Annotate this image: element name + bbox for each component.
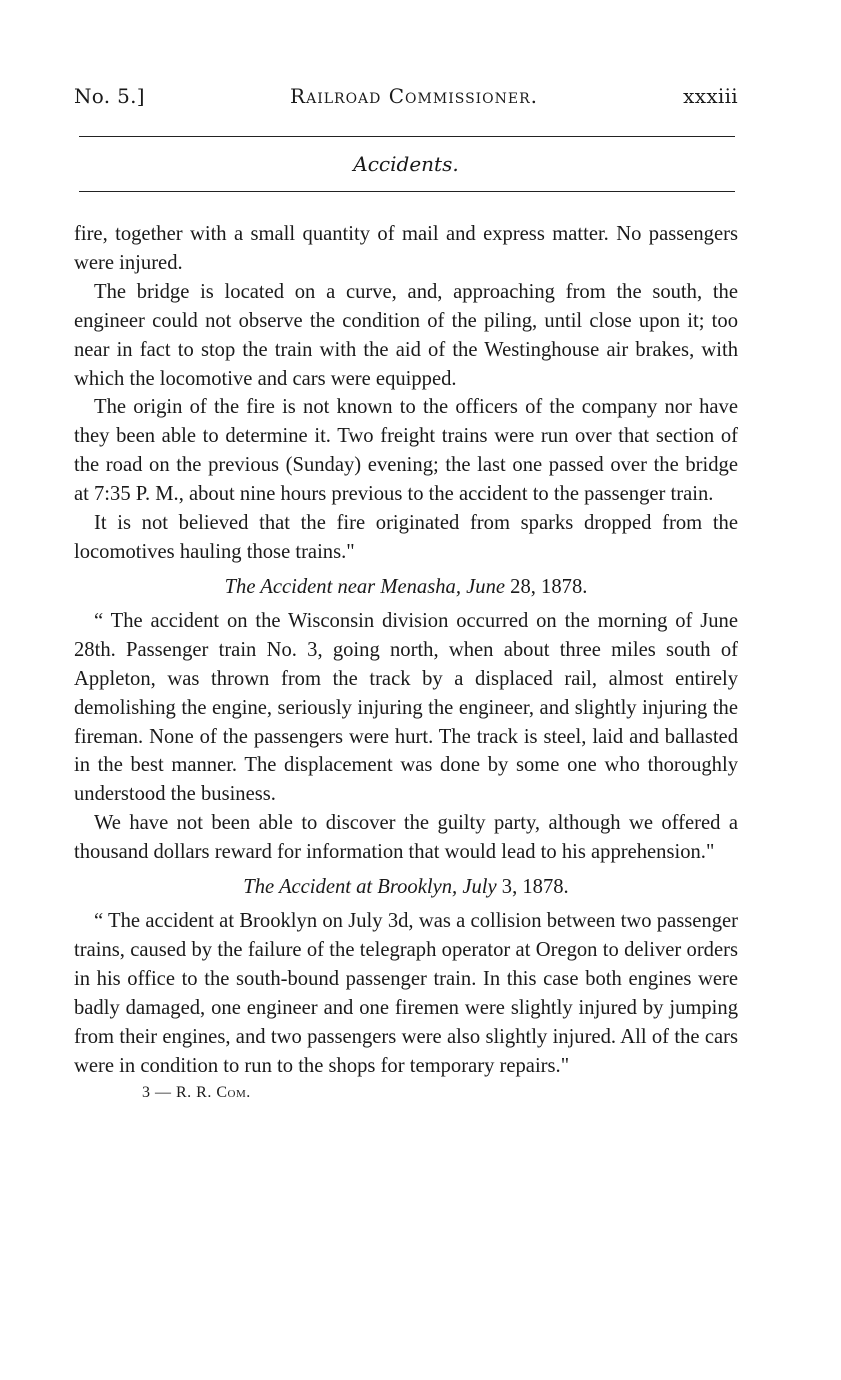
paragraph: The origin of the fire is not known to the officers of the company nor have they been able to determine it. Two freight trains were run over that section of the road on the previous (Sunday) evening; the last one passed over the bridge at 7:35 P. M., about nine hours previous to the accident to the passenger train. (74, 396, 738, 506)
heading-menasha-italic: The Accident near Menasha, June (224, 575, 506, 598)
header-title: Railroad Commissioner. (290, 84, 539, 108)
body-text (74, 220, 738, 1106)
top-rule (79, 136, 735, 137)
paragraph: fire, together with a small quantity of mail and express matter. No passengers were injured. (74, 223, 738, 274)
heading-brooklyn-italic: The Accident at Brooklyn, July (243, 876, 497, 899)
heading-brooklyn-date: 3, 1878. (496, 876, 569, 899)
paragraph: “ The accident on the Wisconsin division occurred on the morning of June 28th. Passenger train No. 3, going north, when about three miles south of Appleton, was thrown from the track by a displaced rail, almost entirely demolishing the engine, seriously injuring the engineer, and slightly injuring the fireman. None of the passengers were hurt. The track is steel, laid and ballasted in the best manner. The displacement was done by some one who thoroughly understood the business. (74, 609, 738, 806)
header-number: No. 5.] (74, 84, 145, 108)
heading-menasha (74, 573, 738, 601)
paragraph: The bridge is located on a curve, and, approaching from the south, the engineer could not observe the condition of the piling, until close upon it; too near in fact to stop the train with the aid of the Westinghouse air brakes, with which the locomotive and cars were equipped. (74, 280, 738, 390)
heading-brooklyn (74, 873, 738, 901)
page-number: xxxiii (683, 84, 738, 108)
paragraph: “ The accident at Brooklyn on July 3d, was a collision between two passenger trains, caused by the failure of the telegraph operator at Oregon to deliver orders in his office to the south-bound passenger train. In this case both engines were badly damaged, one engineer and one firemen were slightly injured by jumping from their engines, and two passengers were also slightly injured. All of the cars were in condition to run to the shops for temporary repairs." (74, 910, 738, 1077)
paragraph: We have not been able to discover the guilty party, although we offered a thousand dollars reward for information that would lead to his apprehension." (74, 812, 738, 864)
paragraph: It is not believed that the fire originated from sparks dropped from the locomotives hauling those trains." (74, 512, 738, 563)
section-title: Accidents. (353, 152, 459, 176)
signature-mark: 3 — R. R. Com. (142, 1084, 251, 1102)
running-head (74, 84, 738, 108)
heading-menasha-date: 28, 1878. (505, 575, 588, 598)
bottom-rule (79, 191, 735, 192)
